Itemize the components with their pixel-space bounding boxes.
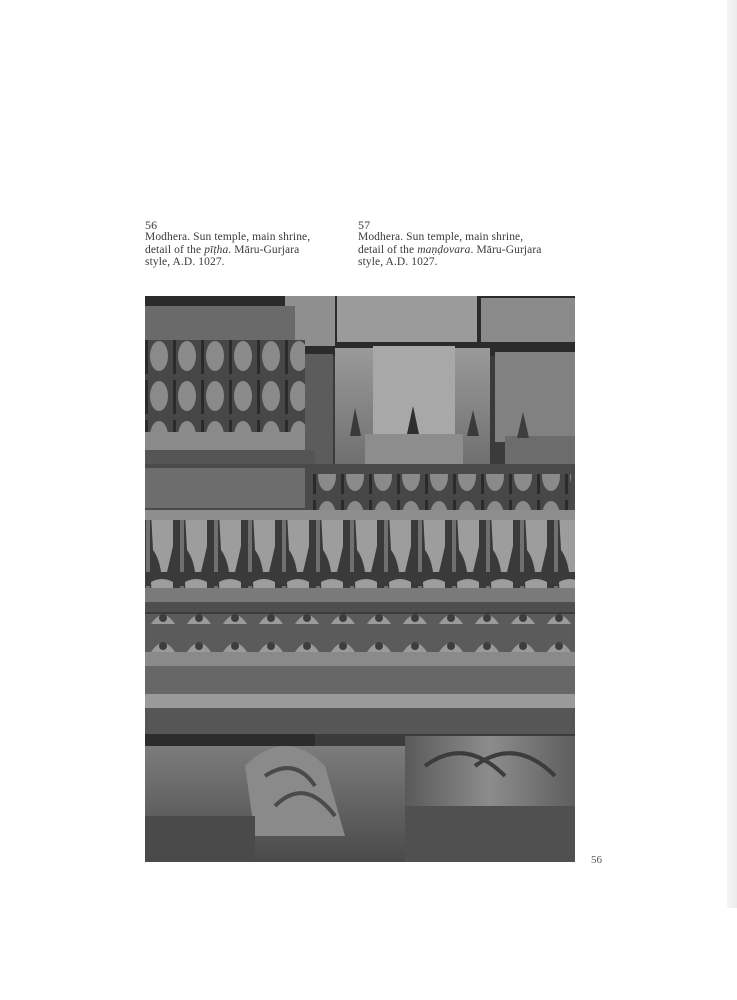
plate-number: 56	[145, 218, 158, 232]
caption-line: style, A.D. 1027.	[145, 256, 225, 269]
plate-number: 57	[358, 218, 371, 232]
page-edge-shadow	[727, 0, 737, 908]
caption-text: . Māru-Gurjara	[470, 243, 542, 256]
caption-text: detail of the	[145, 243, 205, 256]
caption-line: Modhera. Sun temple, main shrine,	[145, 231, 311, 244]
caption-plate-57	[358, 219, 558, 269]
caption-text: . Māru-Gurjara	[228, 243, 300, 256]
caption-term: maṇḍovara	[417, 243, 471, 256]
page-number: 56	[591, 854, 602, 866]
caption-line: style, A.D. 1027.	[358, 256, 438, 269]
temple-wall-photograph	[145, 296, 575, 862]
caption-line: Modhera. Sun temple, main shrine,	[358, 231, 524, 244]
caption-line	[145, 244, 335, 256]
caption-term: pīṭha	[204, 243, 229, 256]
caption-line	[358, 244, 558, 256]
caption-text: detail of the	[358, 243, 418, 256]
caption-plate-56	[145, 219, 335, 269]
